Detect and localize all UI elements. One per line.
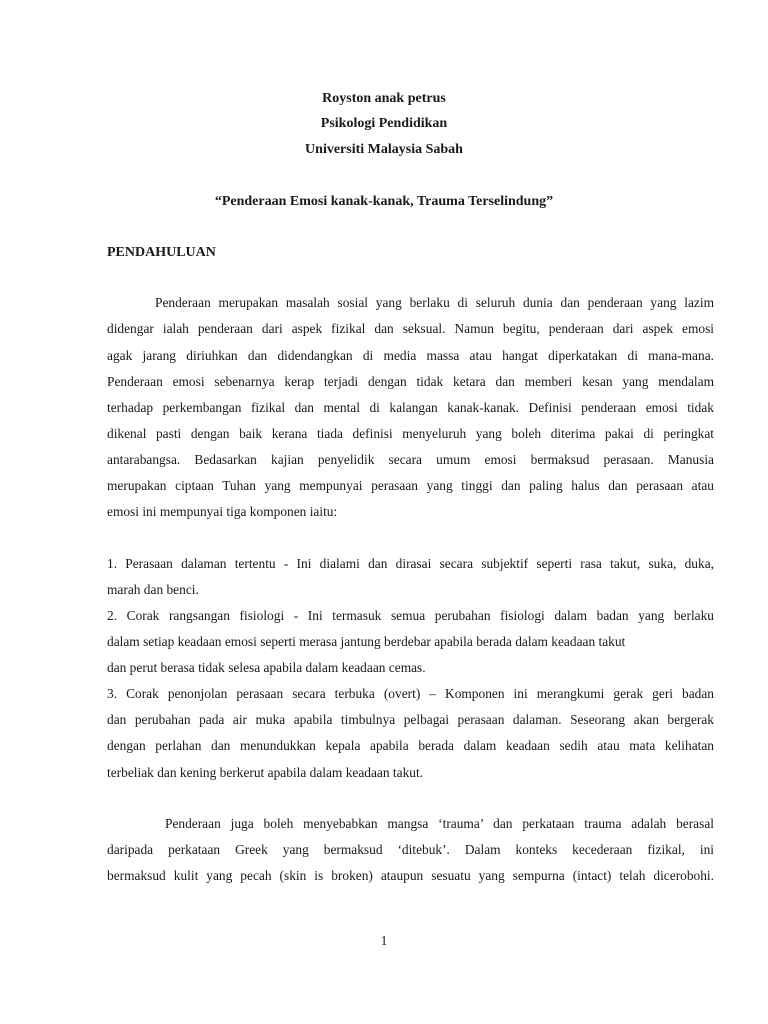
paragraph-1-line: terhadap perkembangan fizikal dan mental di kalangan kanak-kanak. Definisi penderaan emosi tidak [107,400,714,415]
paragraph-1-line: didengar ialah penderaan dari aspek fizikal dan seksual. Namun begitu, penderaan dari aspek emosi [107,321,714,336]
paragraph-2-line: daripada perkataan Greek yang bermaksud ‘ditebuk’. Dalam konteks kecederaan fizikal, ini [107,842,714,857]
university-name: Universiti Malaysia Sabah [305,142,463,157]
list-item-3-line: dengan perlahan dan menundukkan kepala apabila berada dalam keadaan sedih atau mata kelihatan [107,738,714,753]
list-item-1-line: marah dan benci. [107,582,199,597]
essay-title: “Penderaan Emosi kanak-kanak, Trauma Terselindung” [214,194,554,209]
paragraph-1-line: Penderaan merupakan masalah sosial yang berlaku di seluruh dunia dan penderaan yang lazim [155,295,714,310]
author-name: Royston anak petrus [322,91,446,106]
paragraph-1-line: dikenal pasti dengan baik kerana tiada definisi menyeluruh yang boleh diterima pakai di peringkat [107,426,714,441]
list-item-1-line: 1. Perasaan dalaman tertentu - Ini dialami dan dirasai secara subjektif seperti rasa takut, suka, duka, [107,556,714,571]
paragraph-1-line: antarabangsa. Bedasarkan kajian penyelidik secara umum emosi bermaksud perasaan. Manusia [107,452,714,467]
paragraph-1-line: agak jarang diriuhkan dan didendangkan di media massa atau hangat diperkatakan di mana-mana. [107,348,714,363]
list-item-2-line: dan perut berasa tidak selesa apabila dalam keadaan cemas. [107,660,426,675]
paragraph-1-line: merupakan ciptaan Tuhan yang mempunyai perasaan yang tinggi dan paling halus dan perasaan atau [107,478,714,493]
paragraph-2-line: bermaksud kulit yang pecah (skin is broken) ataupun sesuatu yang sempurna (intact) telah dicerobohi. [107,868,714,883]
list-item-2-line: dalam setiap keadaan emosi seperti merasa jantung berdebar apabila berada dalam keadaan takut [107,634,626,649]
paragraph-1-line: emosi ini mempunyai tiga komponen iaitu: [107,504,338,519]
list-item-3-line: dan perubahan pada air muka apabila timbulnya pelbagai perasaan dalaman. Seseorang akan bergerak [107,712,714,727]
list-item-3-line: 3. Corak penonjolan perasaan secara terbuka (overt) – Komponen ini merangkumi gerak geri badan [107,686,714,701]
paragraph-2-line: Penderaan juga boleh menyebabkan mangsa ‘trauma’ dan perkataan trauma adalah berasal [165,816,714,831]
section-heading: PENDAHULUAN [107,245,216,260]
page-number: 1 [380,933,388,948]
list-item-3-line: terbeliak dan kening berkerut apabila dalam keadaan takut. [107,765,424,780]
list-item-2-line: 2. Corak rangsangan fisiologi - Ini termasuk semua perubahan fisiologi dalam badan yang berlaku [107,608,714,623]
course-name: Psikologi Pendidikan [320,116,448,131]
paragraph-1-line: Penderaan emosi sebenarnya kerap terjadi dengan tidak ketara dan memberi kesan yang mendalam [107,374,714,389]
